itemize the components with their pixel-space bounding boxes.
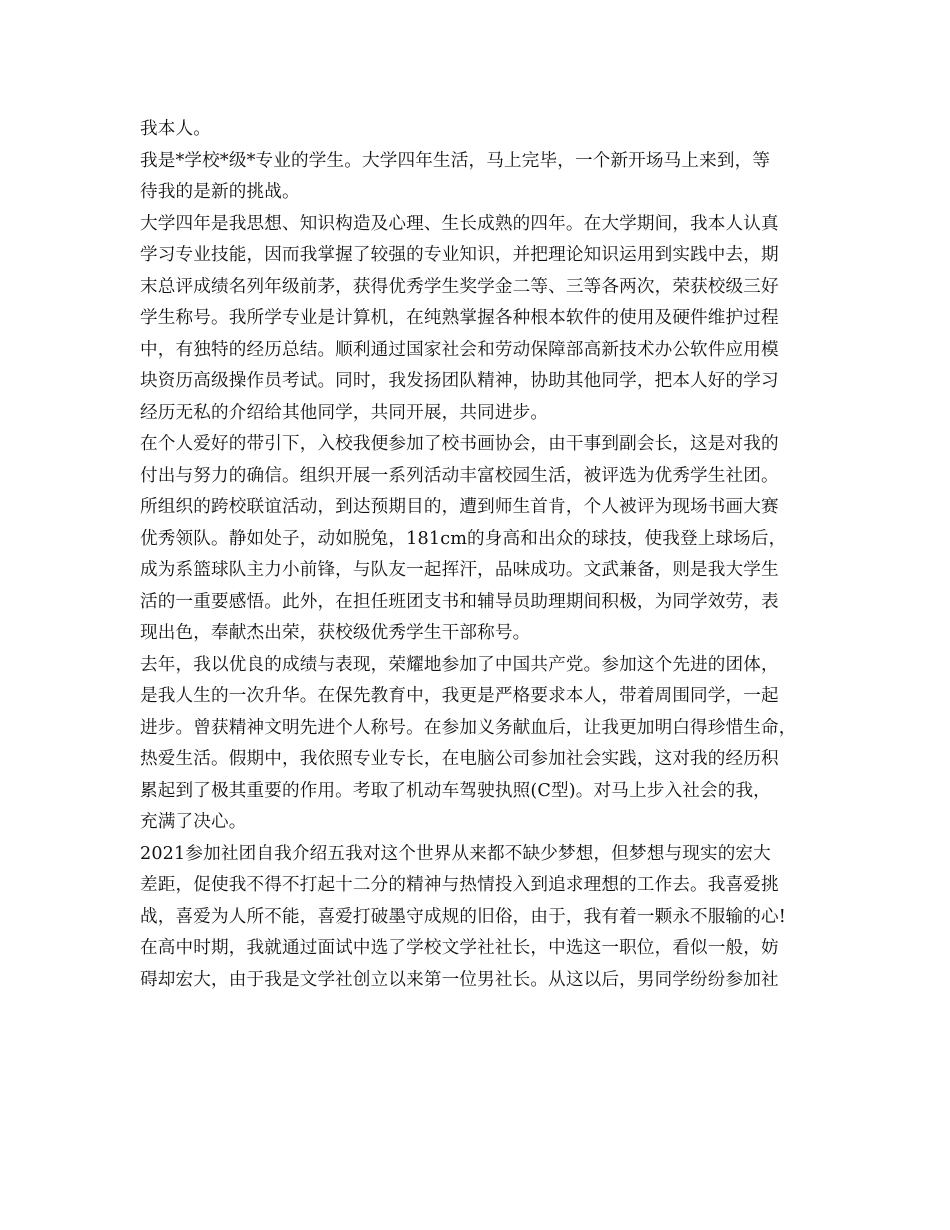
text-line: 所组织的跨校联谊活动，到达预期目的，遭到师生首肯，个人被评为现场书画大赛	[140, 497, 779, 517]
text-line: 去年，我以优良的成绩与表现，荣耀地参加了中国共产党。参加这个先进的团体，	[140, 654, 779, 675]
text-line: 学生称号。我所学专业是计算机，在纯熟掌握各种根本软件的使用及硬件维护过程	[140, 308, 779, 328]
text-line: 热爱生活。假期中，我依照专业专长，在电脑公司参加社会实践，这对我的经历积	[140, 749, 779, 769]
text-line: 活的一重要感悟。此外，在担任班团支书和辅导员助理期间积极，为同学效劳，表	[140, 591, 779, 612]
text-line: 碍却宏大，由于我是文学社创立以来第一位男社长。从这以后，男同学纷纷参加社	[140, 969, 779, 990]
text-line: 末总评成绩名列年级前茅，获得优秀学生奖学金二等、三等各两次，荣获校级三好	[140, 276, 779, 297]
text-line: 大学四年是我思想、知识构造及心理、生长成熟的四年。在大学期间，我本人认真	[140, 213, 779, 234]
text-line: 块资历高级操作员考试。同时，我发扬团队精神，协助其他同学，把本人好的学习	[140, 371, 779, 391]
document-body	[140, 114, 820, 996]
text-line: 我是*学校*级*专业的学生。大学四年生活，马上完毕，一个新开场马上来到，等	[140, 150, 771, 171]
text-line: 付出与努力的确信。组织开展一系列活动丰富校园生活，被评选为优秀学生社团。	[140, 465, 779, 486]
text-line: 成为系篮球队主力小前锋，与队友一起挥汗，品味成功。文武兼备，则是我大学生	[140, 560, 779, 580]
text-line: 在个人爱好的带引下，入校我便参加了校书画协会，由干事到副会长，这是对我的	[140, 434, 779, 454]
text-line: 在高中时期，我就通过面试中选了学校文学社社长，中选这一职位，看似一般，妨	[140, 938, 779, 958]
text-line: 是我人生的一次升华。在保先教育中，我更是严格要求本人，带着周围同学，一起	[140, 686, 779, 706]
text-line: 中，有独特的经历总结。顺利通过国家社会和劳动保障部高新技术办公软件应用模	[140, 339, 779, 360]
text-line: 待我的是新的挑战。	[140, 182, 300, 202]
text-line: 充满了决心。	[140, 812, 247, 832]
text-line: 2021参加社团自我介绍五我对这个世界从来都不缺少梦想，但梦想与现实的宏大	[140, 843, 771, 864]
text-line: 我本人。	[140, 119, 211, 139]
text-line: 现出色，奉献杰出荣，获校级优秀学生干部称号。	[140, 623, 531, 643]
text-line: 优秀领队。静如处子，动如脱兔，181cm的身高和出众的球技，使我登上球场后，	[140, 528, 787, 549]
text-line: 经历无私的介绍给其他同学，共同开展，共同进步。	[140, 402, 549, 423]
text-line: 学习专业技能，因而我掌握了较强的专业知识，并把理论知识运用到实践中去，期	[140, 245, 779, 265]
text-line: 差距，促使我不得不打起十二分的精神与热情投入到追求理想的工作去。我喜爱挑	[140, 875, 779, 895]
text-line: 累起到了极其重要的作用。考取了机动车驾驶执照(C型)。对马上步入社会的我，	[140, 780, 771, 801]
text-line: 战，喜爱为人所不能，喜爱打破墨守成规的旧俗，由于，我有着一颗永不服输的心!	[140, 906, 786, 927]
text-line: 进步。曾获精神文明先进个人称号。在参加义务献血后，让我更加明白得珍惜生命，	[140, 717, 797, 738]
